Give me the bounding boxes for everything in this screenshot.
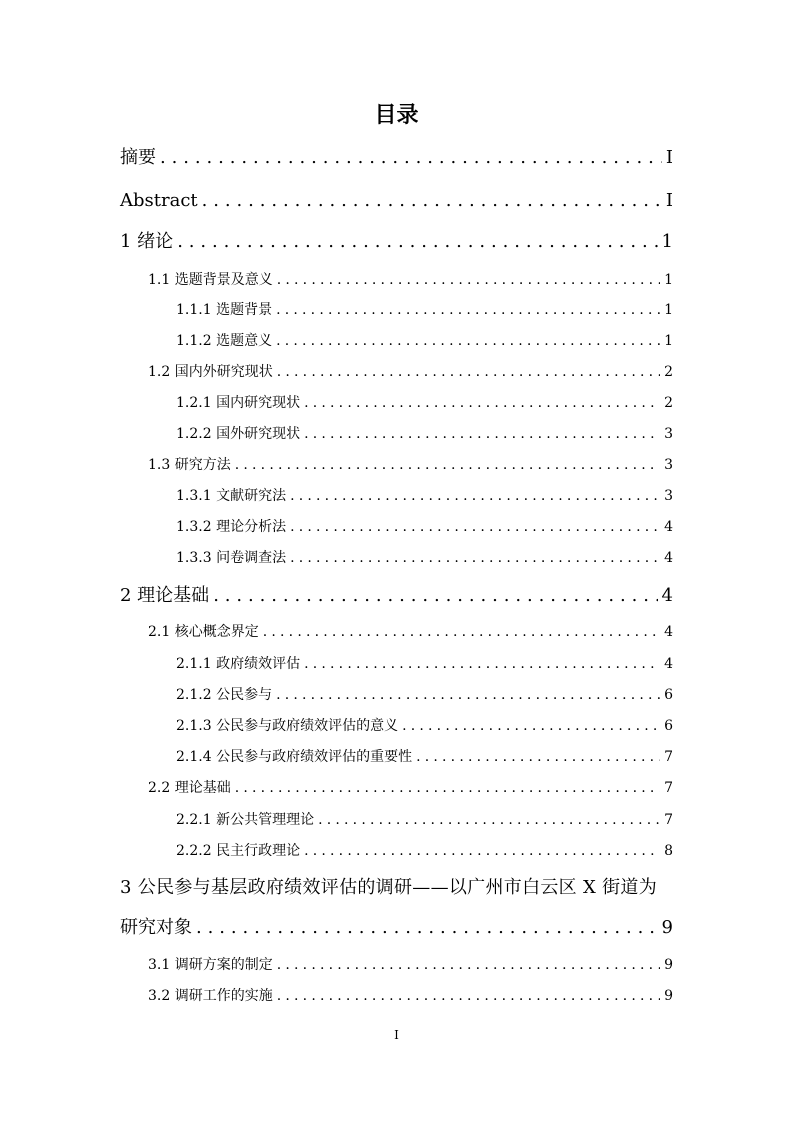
- dot-leader: [272, 685, 660, 705]
- dot-leader: [273, 955, 660, 975]
- dot-leader: [300, 841, 660, 861]
- toc-entry-label: 2.2.2 民主行政理论: [176, 843, 301, 859]
- toc-entry-section-1-1-2[interactable]: [176, 331, 673, 351]
- dot-leader: [300, 393, 660, 413]
- toc-entry-page: 4: [664, 624, 673, 640]
- toc-entry-section-2-1[interactable]: [148, 622, 673, 642]
- dot-leader: [198, 189, 662, 213]
- toc-entry-page: 1: [664, 302, 673, 318]
- toc-entry-label: 1.3.2 理论分析法: [176, 519, 287, 535]
- dot-leader: [273, 986, 660, 1006]
- toc-entry-section-1-3[interactable]: [148, 455, 673, 475]
- toc-entry-label: 1.3.1 文献研究法: [176, 488, 287, 504]
- toc-entry-page: 7: [664, 812, 673, 828]
- dot-leader: [272, 331, 660, 351]
- dot-leader: [273, 270, 660, 290]
- toc-entry-page: 4: [661, 585, 673, 606]
- toc-entry-chapter-3-line1[interactable]: 3 公民参与基层政府绩效评估的调研——以广州市白云区 X 街道为: [120, 877, 658, 898]
- toc-entry-page: 9: [664, 957, 673, 973]
- toc-entry-label: 2.1.3 公民参与政府绩效评估的意义: [176, 718, 399, 734]
- toc-entry-label: 研究对象: [120, 917, 192, 938]
- toc-entry-page: 2: [664, 364, 673, 380]
- dot-leader: [412, 747, 660, 767]
- toc-entry-page: 3: [664, 426, 673, 442]
- toc-entry-page: 6: [664, 718, 673, 734]
- dot-leader: [173, 230, 657, 254]
- toc-entry-page: 9: [661, 917, 673, 938]
- dot-leader: [286, 517, 660, 537]
- toc-entry-label: 1 绪论: [120, 231, 174, 252]
- toc-entry-section-1-3-3[interactable]: [176, 548, 673, 568]
- toc-entry-section-1-1-1[interactable]: [176, 300, 673, 320]
- toc-entry-section-2-2-1[interactable]: [176, 810, 673, 830]
- toc-entry-label: 2.1 核心概念界定: [148, 624, 259, 640]
- toc-entry-page: 7: [664, 780, 673, 796]
- toc-entry-page: 3: [664, 457, 673, 473]
- toc-entry-abstract-en[interactable]: [120, 189, 673, 213]
- toc-entry-section-2-2[interactable]: [148, 778, 673, 798]
- toc-entry-label: 2.2 理论基础: [148, 780, 231, 796]
- toc-entry-section-1-2[interactable]: [148, 362, 673, 382]
- dot-leader: [398, 716, 660, 736]
- dot-leader: [231, 778, 660, 798]
- dot-leader: [209, 584, 657, 608]
- toc-entry-page: 1: [661, 231, 673, 252]
- dot-leader: [231, 455, 660, 475]
- toc-entry-page: 8: [664, 843, 673, 859]
- dot-leader: [286, 548, 660, 568]
- toc-entry-section-2-1-4[interactable]: [176, 747, 673, 767]
- toc-entry-section-2-1-1[interactable]: [176, 654, 673, 674]
- dot-leader: [286, 486, 660, 506]
- dot-leader: [192, 916, 658, 940]
- toc-entry-page: I: [665, 190, 673, 211]
- toc-entry-section-1-3-2[interactable]: [176, 517, 673, 537]
- page-title: 目录: [374, 103, 419, 128]
- dot-leader: [273, 362, 660, 382]
- toc-entry-page: 1: [664, 272, 673, 288]
- toc-entry-label: 1.1.1 选题背景: [176, 302, 273, 318]
- dot-leader: [156, 146, 662, 170]
- toc-entry-section-1-2-1[interactable]: [176, 393, 673, 413]
- toc-entry-section-1-3-1[interactable]: [176, 486, 673, 506]
- toc-entry-chapter-3[interactable]: [120, 916, 673, 940]
- toc-entry-abstract-cn[interactable]: [120, 146, 673, 170]
- toc-entry-page: 7: [664, 749, 673, 765]
- toc-entry-section-2-2-2[interactable]: [176, 841, 673, 861]
- page-number: I: [394, 1028, 399, 1042]
- dot-leader: [272, 300, 660, 320]
- toc-entry-label: 1.2 国内外研究现状: [148, 364, 273, 380]
- toc-entry-section-1-1[interactable]: [148, 270, 673, 290]
- toc-entry-label: 2.1.1 政府绩效评估: [176, 656, 301, 672]
- toc-entry-page: 2: [664, 395, 673, 411]
- toc-entry-label: 1.1.2 选题意义: [176, 333, 273, 349]
- toc-entry-section-2-1-3[interactable]: [176, 716, 673, 736]
- toc-entry-section-2-1-2[interactable]: [176, 685, 673, 705]
- dot-leader: [300, 424, 660, 444]
- dot-leader: [300, 654, 660, 674]
- toc-entry-page: 4: [664, 550, 673, 566]
- toc-entry-label: 2.2.1 新公共管理理论: [176, 812, 315, 828]
- toc-entry-label: 1.3 研究方法: [148, 457, 231, 473]
- toc-entry-label: 3.1 调研方案的制定: [148, 957, 273, 973]
- toc-entry-label: 1.1 选题背景及意义: [148, 272, 273, 288]
- toc-entry-label: 2.1.2 公民参与: [176, 687, 273, 703]
- dot-leader: [314, 810, 660, 830]
- toc-entry-section-1-2-2[interactable]: [176, 424, 673, 444]
- toc-entry-page: 1: [664, 333, 673, 349]
- toc-entry-page: 9: [664, 988, 673, 1004]
- dot-leader: [259, 622, 660, 642]
- toc-entry-label: 2 理论基础: [120, 585, 210, 606]
- toc-entry-label: 摘要: [120, 147, 156, 168]
- toc-entry-page: 4: [664, 519, 673, 535]
- toc-entry-chapter-1[interactable]: [120, 230, 673, 254]
- toc-entry-label: 1.2.2 国外研究现状: [176, 426, 301, 442]
- toc-entry-chapter-2[interactable]: [120, 584, 673, 608]
- toc-entry-label: Abstract: [120, 190, 198, 211]
- toc-entry-page: 4: [664, 656, 673, 672]
- toc-entry-label: 3.2 调研工作的实施: [148, 988, 273, 1004]
- toc-entry-section-3-2[interactable]: [148, 986, 673, 1006]
- toc-entry-label: 1.3.3 问卷调查法: [176, 550, 287, 566]
- toc-entry-page: 3: [664, 488, 673, 504]
- toc-entry-page: 6: [664, 687, 673, 703]
- toc-entry-label: 1.2.1 国内研究现状: [176, 395, 301, 411]
- toc-entry-page: I: [665, 147, 673, 168]
- toc-entry-section-3-1[interactable]: [148, 955, 673, 975]
- toc-entry-label: 2.1.4 公民参与政府绩效评估的重要性: [176, 749, 413, 765]
